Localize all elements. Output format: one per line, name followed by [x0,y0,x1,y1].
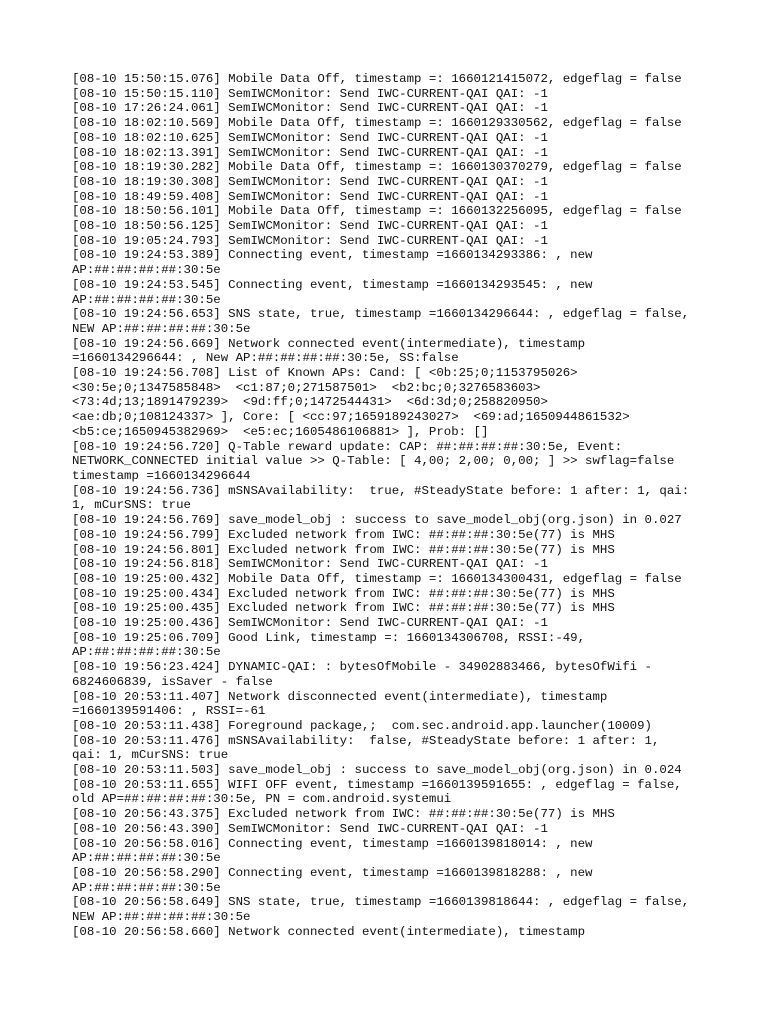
log-line: [08-10 20:56:58.660] Network connected event(intermediate), timestamp [72,924,586,939]
log-line: [08-10 20:56:58.290] Connecting event, timestamp =1660139818288: , new [72,865,593,880]
log-line: [08-10 19:24:53.545] Connecting event, timestamp =1660134293545: , new [72,277,593,292]
log-line: [08-10 18:50:56.125] SemIWCMonitor: Send IWC-CURRENT-QAI QAI: -1 [72,219,548,234]
log-line: [08-10 19:25:06.709] Good Link, timestamp =: 1660134306708, RSSI:-49, [72,630,586,645]
log-line: AP:##:##:##:##:30:5e [72,645,221,660]
log-line: [08-10 20:53:11.476] mSNSAvailability: false, #SteadyState before: 1 after: 1, [72,733,660,748]
log-line: 1, mCurSNS: true [72,498,191,513]
log-line: qai: 1, mCurSNS: true [72,748,229,763]
log-line: [08-10 18:02:10.625] SemIWCMonitor: Send IWC-CURRENT-QAI QAI: -1 [72,130,548,145]
log-line: [08-10 19:24:56.769] save_model_obj : success to save_model_obj(org.json) in 0.027 [72,513,682,528]
log-line: [08-10 18:50:56.101] Mobile Data Off, timestamp =: 1660132256095, edgeflag = false [72,204,682,219]
log-line: NEW AP:##:##:##:##:30:5e [72,321,251,336]
log-line: [08-10 15:50:15.076] Mobile Data Off, timestamp =: 1660121415072, edgeflag = false [72,72,682,86]
log-line: [08-10 19:24:56.653] SNS state, true, timestamp =1660134296644: , edgeflag = false, [72,307,690,322]
log-line: NEW AP:##:##:##:##:30:5e [72,910,251,925]
log-line: old AP=##:##:##:##:30:5e, PN = com.android.systemui [72,792,452,807]
log-line: [08-10 19:56:23.424] DYNAMIC-QAI: : bytesOfMobile - 34902883466, bytesOfWifi - [72,660,652,675]
log-line: [08-10 20:56:43.375] Excluded network from IWC: ##:##:##:30:5e(77) is MHS [72,807,615,822]
log-line: [08-10 20:56:58.016] Connecting event, timestamp =1660139818014: , new [72,836,593,851]
log-line: timestamp =1660134296644 [72,468,251,483]
log-line: <ae:db;0;108124337> ], Core: [ <cc:97;1659189243027> <69:ad;1650944861532> [72,410,630,425]
log-line: =1660134296644: , New AP:##:##:##:##:30:5e, SS:false [72,351,459,366]
log-line: [08-10 20:53:11.407] Network disconnected event(intermediate), timestamp [72,689,608,704]
log-line: AP:##:##:##:##:30:5e [72,292,221,307]
log-line: [08-10 19:25:00.436] SemIWCMonitor: Send IWC-CURRENT-QAI QAI: -1 [72,616,548,631]
log-line: <30:5e;0;1347585848> <c1:87;0;271587501> <b2:bc;0;3276583603> [72,380,541,395]
log-line: [08-10 19:25:00.434] Excluded network from IWC: ##:##:##:30:5e(77) is MHS [72,586,615,601]
log-line: [08-10 19:24:56.669] Network connected event(intermediate), timestamp [72,336,586,351]
log-line: [08-10 20:53:11.655] WIFI OFF event, timestamp =1660139591655: , edgeflag = false, [72,777,682,792]
log-line: [08-10 19:24:53.389] Connecting event, timestamp =1660134293386: , new [72,248,593,263]
log-line: [08-10 20:56:58.649] SNS state, true, timestamp =1660139818644: , edgeflag = false, [72,895,690,910]
log-line: [08-10 18:19:30.308] SemIWCMonitor: Send IWC-CURRENT-QAI QAI: -1 [72,174,548,189]
log-document [72,72,712,939]
log-line: =1660139591406: , RSSI=-61 [72,704,266,719]
log-line: [08-10 18:19:30.282] Mobile Data Off, timestamp =: 1660130370279, edgeflag = false [72,160,682,175]
log-line: [08-10 19:24:56.736] mSNSAvailability: true, #SteadyState before: 1 after: 1, qai: [72,483,690,498]
log-line: [08-10 18:02:13.391] SemIWCMonitor: Send IWC-CURRENT-QAI QAI: -1 [72,145,548,160]
log-line: [08-10 19:05:24.793] SemIWCMonitor: Send IWC-CURRENT-QAI QAI: -1 [72,233,548,248]
log-line: NETWORK_CONNECTED initial value >> Q-Table: [ 4,00; 2,00; 0,00; ] >> swflag=false [72,454,675,469]
log-line: 6824606839, isSaver - false [72,674,273,689]
log-line: AP:##:##:##:##:30:5e [72,263,221,278]
log-line: [08-10 18:02:10.569] Mobile Data Off, timestamp =: 1660129330562, edgeflag = false [72,116,682,131]
log-line: [08-10 20:56:43.390] SemIWCMonitor: Send IWC-CURRENT-QAI QAI: -1 [72,821,548,836]
log-line: [08-10 19:25:00.435] Excluded network from IWC: ##:##:##:30:5e(77) is MHS [72,601,615,616]
log-line: [08-10 19:25:00.432] Mobile Data Off, timestamp =: 1660134300431, edgeflag = false [72,571,682,586]
log-line: [08-10 20:53:11.438] Foreground package,; com.sec.android.app.launcher(10009) [72,718,652,733]
log-line: [08-10 20:53:11.503] save_model_obj : success to save_model_obj(org.json) in 0.024 [72,763,682,778]
log-line: [08-10 19:24:56.720] Q-Table reward update: CAP: ##:##:##:##:30:5e, Event: [72,439,623,454]
log-line: AP:##:##:##:##:30:5e [72,880,221,895]
log-line: [08-10 15:50:15.110] SemIWCMonitor: Send IWC-CURRENT-QAI QAI: -1 [72,86,548,101]
log-line: [08-10 19:24:56.799] Excluded network from IWC: ##:##:##:30:5e(77) is MHS [72,527,615,542]
log-line: <73:4d;13;1891479239> <9d:ff;0;1472544431> <6d:3d;0;258820950> [72,395,548,410]
log-line: [08-10 19:24:56.708] List of Known APs: Cand: [ <0b:25;0;1153795026> [72,366,578,381]
log-line: [08-10 19:24:56.801] Excluded network from IWC: ##:##:##:30:5e(77) is MHS [72,542,615,557]
log-line: [08-10 18:49:59.408] SemIWCMonitor: Send IWC-CURRENT-QAI QAI: -1 [72,189,548,204]
log-line: [08-10 17:26:24.061] SemIWCMonitor: Send IWC-CURRENT-QAI QAI: -1 [72,101,548,116]
log-line: <b5:ce;1650945382969> <e5:ec;1605486106881> ], Prob: [] [72,424,489,439]
log-line: AP:##:##:##:##:30:5e [72,851,221,866]
log-line: [08-10 19:24:56.818] SemIWCMonitor: Send IWC-CURRENT-QAI QAI: -1 [72,557,548,572]
